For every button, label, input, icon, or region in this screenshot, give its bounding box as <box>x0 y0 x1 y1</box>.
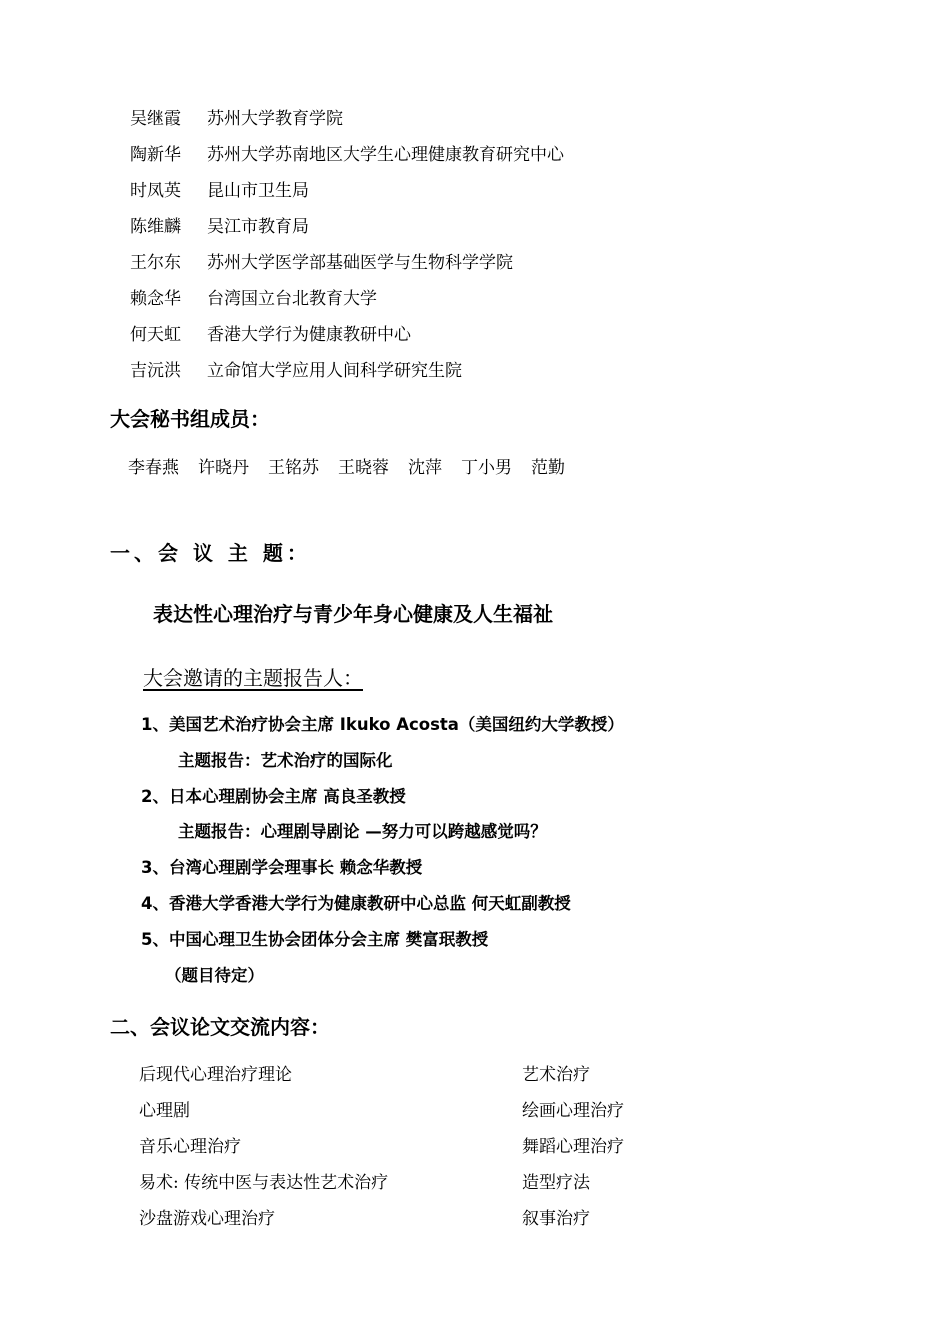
member-affiliation: 台湾国立台北教育大学 <box>207 289 377 309</box>
topic-item: 叙事治疗 <box>522 1209 590 1229</box>
member-name: 陈维麟 <box>130 217 181 237</box>
speaker-line: 4、香港大学香港大学行为健康教研中心总监 何天虹副教授 <box>141 893 571 913</box>
member-name: 赖念华 <box>130 289 181 309</box>
topic-item: 心理剧 <box>139 1101 190 1121</box>
member-affiliation: 立命馆大学应用人间科学研究生院 <box>207 361 462 381</box>
committee-list <box>130 104 564 392</box>
speaker-list <box>141 710 624 996</box>
member-name: 吴继霞 <box>130 109 181 129</box>
speaker-topic: 主题报告：心理剧导剧论 —努力可以跨越感觉吗？ <box>178 822 547 842</box>
secretariat-heading: 大会秘书组成员： <box>110 407 270 431</box>
speaker-line: 3、台湾心理剧学会理事长 赖念华教授 <box>141 858 423 878</box>
secretary-name: 许晓丹 <box>198 458 249 478</box>
topic-item: 造型疗法 <box>522 1173 590 1193</box>
topic-item: 后现代心理治疗理论 <box>139 1065 292 1085</box>
member-name: 吉沅洪 <box>130 361 181 381</box>
committee-member <box>130 212 564 248</box>
member-affiliation: 苏州大学苏南地区大学生心理健康教育研究中心 <box>207 145 564 165</box>
topic-item: 绘画心理治疗 <box>522 1101 624 1121</box>
invited-speakers-heading: 大会邀请的主题报告人： <box>143 666 363 690</box>
member-name: 时凤英 <box>130 181 181 201</box>
speaker-topic: （题目待定） <box>165 965 264 985</box>
topic-item: 艺术治疗 <box>522 1065 590 1085</box>
secretary-name: 李春燕 <box>128 458 179 478</box>
section-heading-theme: 一、会 议 主 题： <box>110 541 311 565</box>
committee-member <box>130 176 564 212</box>
secretary-name: 王铭苏 <box>268 458 319 478</box>
speaker-line: 5、中国心理卫生协会团体分会主席 樊富珉教授 <box>141 929 489 949</box>
committee-member <box>130 320 564 356</box>
speaker-topic: 主题报告：艺术治疗的国际化 <box>178 750 393 770</box>
member-affiliation: 吴江市教育局 <box>207 217 309 237</box>
member-affiliation: 苏州大学教育学院 <box>207 109 343 129</box>
committee-member <box>130 104 564 140</box>
speaker-line: 2、日本心理剧协会主席 高良圣教授 <box>141 786 406 806</box>
topics-left-column <box>139 1060 388 1240</box>
secretary-name: 丁小男 <box>461 458 512 478</box>
member-name: 何天虹 <box>130 325 181 345</box>
secretary-name: 范勤 <box>531 458 565 478</box>
member-name: 陶新华 <box>130 145 181 165</box>
topic-item: 音乐心理治疗 <box>139 1137 241 1157</box>
section-heading-topics: 二、会议论文交流内容： <box>110 1015 330 1039</box>
secretariat-members <box>128 453 584 478</box>
topic-item: 易术: 传统中医与表达性艺术治疗 <box>139 1173 389 1193</box>
member-affiliation: 香港大学行为健康教研中心 <box>207 325 411 345</box>
committee-member <box>130 140 564 176</box>
member-affiliation: 昆山市卫生局 <box>207 181 309 201</box>
conference-theme: 表达性心理治疗与青少年身心健康及人生福祉 <box>153 602 553 626</box>
speaker-line: 1、美国艺术治疗协会主席 Ikuko Acosta（美国纽约大学教授） <box>141 715 624 734</box>
member-affiliation: 苏州大学医学部基础医学与生物科学学院 <box>207 253 513 273</box>
committee-member <box>130 248 564 284</box>
topic-item: 舞蹈心理治疗 <box>522 1137 624 1157</box>
secretary-name: 沈萍 <box>408 458 442 478</box>
secretary-name: 王晓蓉 <box>338 458 389 478</box>
topics-right-column <box>522 1060 624 1240</box>
topic-item: 沙盘游戏心理治疗 <box>139 1209 275 1229</box>
committee-member <box>130 356 564 392</box>
committee-member <box>130 284 564 320</box>
member-name: 王尔东 <box>130 253 181 273</box>
